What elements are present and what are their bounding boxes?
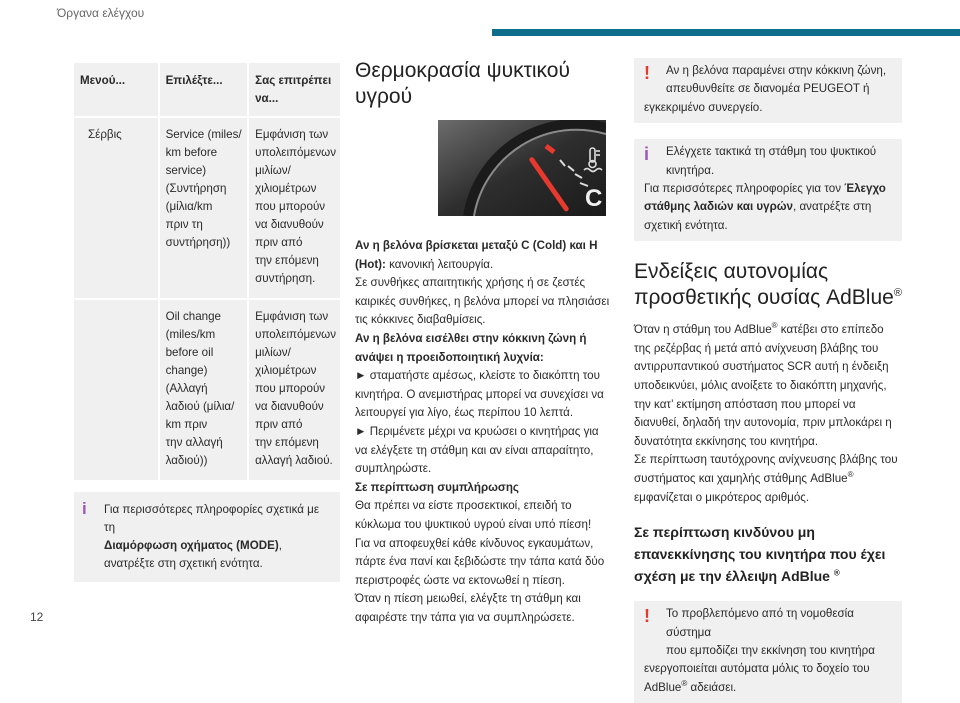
column-left [74, 63, 340, 582]
adblue-body [634, 321, 902, 507]
cell-line: km before [165, 146, 218, 159]
cell-line: που μπορούν [255, 382, 326, 395]
warning-line: Αν η βελόνα παραμένει στην κόκκινη ζώνη, [666, 64, 887, 77]
cell-line: την αλλαγή [165, 436, 223, 449]
table-cell-allows [248, 117, 340, 299]
cell-line: πριν από [255, 236, 303, 249]
registered-mark: ® [771, 321, 778, 331]
table-header-allows: Σας επιτρέπει να... [248, 63, 340, 117]
paragraph: Όταν η πίεση μειωθεί, ελέγξτε τη στάθμη και αφαιρέστε την τάπα για να συμπληρώσετε. [355, 592, 581, 624]
table-row [74, 117, 340, 299]
paragraph: Σε συνθήκες απαιτητικής χρήσης ή σε ζεστές καιρικές συνθήκες, η βελόνα μπορεί να πλησιάσει τις κόκκινες διαβαθμίσεις. [355, 276, 610, 327]
info-line: κινητήρα. [666, 163, 715, 177]
warning-rest: εγκεκριμένο συνεργείο. [644, 100, 763, 114]
text-run: εμφανίζεται ο μικρότερος αριθμός. [634, 490, 810, 504]
paragraph [355, 237, 610, 274]
warning-icon: ! [644, 606, 650, 627]
warning-line: που εμποδίζει την εκκίνηση του κινητήρα [666, 644, 875, 657]
menu-value: Σέρβις [88, 128, 122, 141]
cell-line: (Συντήρηση [165, 182, 227, 195]
info-bold-link: Διαμόρφωση οχήματος (MODE) [104, 539, 279, 552]
cell-line: Εμφάνιση των [255, 310, 329, 323]
cell-line: Oil change [165, 310, 222, 323]
cell-line: Service (miles/ [165, 128, 242, 141]
registered-mark: ® [847, 470, 854, 480]
warning-box-red-zone [634, 58, 902, 123]
bold-lead: Αν η βελόνα βρίσκεται μεταξύ C (Cold) και H (Hot): [355, 239, 598, 271]
bullet-item: ► σταματήστε αμέσως, κλείστε το διακόπτη του κινητήρα. Ο ανεμιστήρας μπορεί να συνεχίσει να λειτουργεί για λίγο, έως περίπου 10 λεπτά. [355, 369, 604, 420]
table-header-row [74, 63, 340, 117]
cell-line: λαδιού (μίλια/ [165, 400, 235, 413]
cell-line: (Αλλαγή [165, 382, 208, 395]
cell-line: Εμφάνιση των [255, 128, 329, 141]
heading-text: Ενδείξεις αυτονομίας προσθετικής ουσίας AdBlue [634, 260, 894, 310]
info-box-coolant-check [634, 139, 902, 241]
menu-table [74, 63, 340, 480]
cell-line: service) [165, 164, 207, 177]
info-note-mode [74, 492, 340, 582]
cell-line: την επόμενη [255, 436, 319, 449]
cell-line: km πριν [165, 418, 208, 431]
subheading: Σε περίπτωση συμπλήρωσης [355, 480, 519, 494]
cell-line: που μπορούν [255, 200, 326, 213]
table-cell-allows [248, 299, 340, 480]
page-number: 12 [30, 610, 44, 624]
table-header-menu: Μενού... [74, 63, 159, 117]
text-run: κατέβει στο επίπεδο της ρεζέρβας ή μετά από ανίχνευση βλάβης του αντιρρυπαντικού συστήματος SCR αυτή η ένδειξη υποδεικνύει, μόλις ανοίξετε το διακόπτη μηχανής, την κατ’ εκτίμηση απόσταση που μπορεί να διανυθεί, δηλαδή την αυτονομία, πριν μπλοκάρει η δυνατότητα εκκίνησης του κινητήρα. [634, 323, 892, 448]
paragraph-bold: Αν η βελόνα εισέλθει στην κόκκινη ζώνη ή ανάψει η προειδοποιητική λυχνία: [355, 331, 587, 364]
info-line: Για περισσότερες πληροφορίες σχετικά με τη [104, 503, 320, 534]
cell-line: υπολειπόμενων [255, 328, 336, 341]
info-rest: , ανατρέξτε στη σχετική ενότητα. [644, 200, 872, 232]
table-cell-menu [74, 299, 159, 480]
cell-line: (miles/km [165, 328, 216, 341]
heading-text: Σε περίπτωση κινδύνου μη επανεκκίνησης του κινητήρα που έχει σχέση με την έλλειψη AdBlue [634, 524, 886, 585]
cell-line: μιλίων/ [255, 346, 291, 359]
cell-line: πριν τη [165, 218, 203, 231]
warning-line: απευθυνθείτε σε διανομέα PEUGEOT ή [666, 82, 870, 96]
cell-line: συντήρηση)) [165, 236, 231, 249]
column-middle [355, 58, 610, 627]
table-cell-select [159, 117, 249, 299]
table-cell-select [159, 299, 249, 480]
cell-line: χιλιομέτρων [255, 182, 317, 195]
text-run: Σε περίπτωση ταυτόχρονης ανίχνευσης βλάβης του συστήματος και χαμηλής στάθμης AdBlue [634, 453, 898, 485]
info-rest: , ανατρέξτε στη σχετική ενότητα. [104, 539, 282, 570]
info-icon: i [644, 144, 650, 165]
section-heading-adblue [634, 259, 902, 311]
warning-rest: ενεργοποιείται αυτόματα μόλις το δοχείο του AdBlue [644, 662, 870, 694]
info-icon: i [82, 499, 87, 518]
info-line: Ελέγχετε τακτικά τη στάθμη του ψυκτικού [666, 145, 877, 159]
registered-mark: ® [833, 568, 840, 578]
warning-box-adblue [634, 601, 902, 703]
coolant-gauge-illustration [438, 120, 606, 216]
registered-mark: ® [681, 678, 688, 688]
cell-line: να διανυθούν [255, 218, 324, 231]
warning-icon: ! [644, 63, 650, 83]
running-header: Όργανα ελέγχου [57, 6, 145, 20]
bullet-item: ► Περιμένετε μέχρι να κρυώσει ο κινητήρας για να ελέγξετε τη στάθμη και αν είναι απαραίτητο, συμπληρώστε. [355, 424, 599, 476]
cell-line: συντήρηση. [255, 272, 316, 285]
header-accent-bar [492, 29, 960, 36]
column-right [634, 58, 902, 703]
cell-line: αλλαγή λαδιού. [255, 454, 333, 467]
cell-line: υπολειπόμενων [255, 146, 336, 159]
paragraph: Θα πρέπει να είστε προσεκτικοί, επειδή το κύκλωμα του ψυκτικού υγρού είναι υπό πίεση! [355, 499, 592, 531]
cell-line: πριν από [255, 418, 303, 431]
cell-line: λαδιού)) [165, 454, 208, 467]
info-rest: Για περισσότερες πληροφορίες για τον [644, 182, 845, 196]
cell-line: change) [165, 364, 208, 377]
warning-rest: αδειάσει. [687, 680, 737, 694]
warning-line: Το προβλεπόμενο από τη νομοθεσία σύστημα [666, 607, 854, 639]
text-run: κανονική λειτουργία. [385, 257, 494, 271]
cell-line: before oil [165, 346, 214, 359]
paragraph [634, 321, 902, 451]
cell-line: μιλίων/ [255, 164, 291, 177]
paragraph: Για να αποφευχθεί κάθε κίνδυνος εγκαυμάτων, πάρτε ένα πανί και ξεβιδώστε την τάπα κατά δύο περιστροφές ώστε να εκτονωθεί η πίεση. [355, 536, 605, 587]
table-cell-menu [74, 117, 159, 299]
text-run: Όταν η στάθμη του AdBlue [634, 323, 772, 337]
table-header-select: Επιλέξτε... [159, 63, 249, 117]
table-row [74, 299, 340, 480]
section-heading-coolant: Θερμοκρασία ψυκτικού υγρού [355, 59, 570, 108]
coolant-body [355, 237, 610, 627]
cell-line: (μίλια/km [165, 200, 213, 213]
subheading-restart-risk [634, 521, 902, 587]
gauge-letter-c: C [585, 185, 603, 212]
info-bold-link: Έλεγχο στάθμης λαδιών και υγρών [644, 182, 886, 214]
cell-line: χιλιομέτρων [255, 364, 317, 377]
paragraph [634, 451, 902, 507]
cell-line: την επόμενη [255, 254, 319, 267]
registered-mark: ® [893, 287, 902, 300]
cell-line: να διανυθούν [255, 400, 324, 413]
